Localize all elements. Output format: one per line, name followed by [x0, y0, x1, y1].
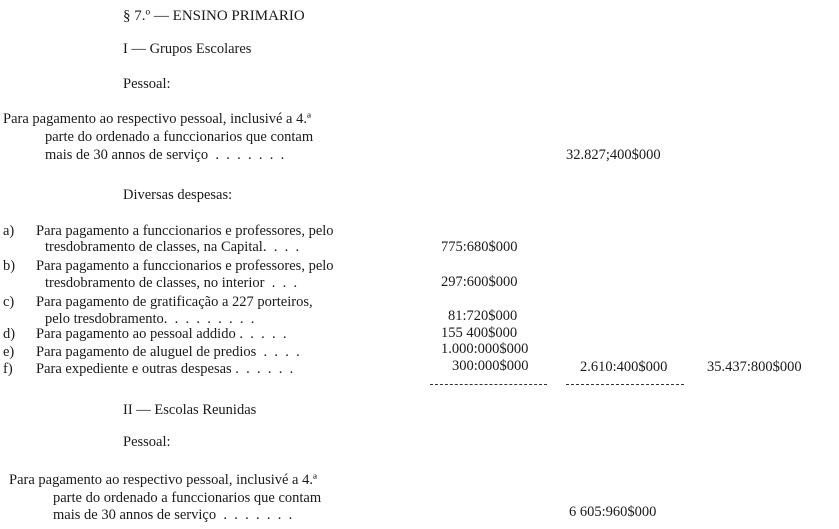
- expense-text: Para pagamento de gratificação a 227 porteiros,: [36, 294, 313, 310]
- expense-letter: d): [3, 326, 16, 342]
- subtotal-rule: [430, 384, 547, 385]
- group-heading: II — Escolas Reunidas: [123, 402, 257, 418]
- group-total: 35.437:800$000: [707, 359, 802, 375]
- expense-text: Para expediente e outras despesas . . . . . .: [36, 361, 294, 377]
- expense-amount: 775:680$000: [441, 239, 518, 255]
- expense-text: Para pagamento a funccionarios e professores, pelo: [36, 223, 334, 239]
- expense-text: pelo tresdobramento. . . . . . . . .: [45, 311, 255, 327]
- staff-item-line: Para pagamento ao respectivo pessoal, inclusivé a 4.ª: [9, 472, 317, 488]
- expense-amount: 155 400$000: [441, 325, 518, 341]
- expenses-subtotal: 2.610:400$000: [580, 359, 668, 375]
- expense-text: tresdobramento de classes, no interior . . .: [45, 275, 298, 291]
- staff-heading: Pessoal:: [123, 76, 171, 92]
- section-title: § 7.º — ENSINO PRIMARIO: [123, 8, 305, 24]
- expense-letter: a): [3, 223, 15, 239]
- expense-text: Para pagamento a funccionarios e professores, pelo: [36, 258, 334, 274]
- staff-heading: Pessoal:: [123, 434, 171, 450]
- expense-text: tresdobramento de classes, na Capital. . . .: [45, 239, 300, 255]
- staff-item-line: Para pagamento ao respectivo pessoal, inclusivé a 4.ª: [3, 111, 311, 127]
- expense-letter: e): [3, 344, 15, 360]
- expense-amount: 297:600$000: [441, 274, 518, 290]
- expense-amount: 81:720$000: [448, 308, 518, 324]
- staff-amount: 6 605:960$000: [569, 504, 657, 520]
- expenses-heading: Diversas despesas:: [123, 187, 233, 203]
- expense-text: Para pagamento ao pessoal addido . . . . .: [36, 326, 287, 342]
- group-heading: I — Grupos Escolares: [123, 41, 252, 57]
- expense-text: Para pagamento de aluguel de predios . . . .: [36, 344, 300, 360]
- expense-amount: 300:000$000: [452, 358, 529, 374]
- expense-letter: c): [3, 294, 15, 310]
- expense-letter: b): [3, 258, 16, 274]
- expense-amount: 1.000:000$000: [441, 341, 529, 357]
- staff-item-line: parte do ordenado a funccionarios que contam: [45, 129, 314, 145]
- staff-item-line: mais de 30 annos de serviço . . . . . . .: [53, 507, 293, 523]
- staff-amount: 32.827;400$000: [566, 147, 661, 163]
- expense-letter: f): [3, 361, 13, 377]
- staff-item-line: mais de 30 annos de serviço . . . . . . .: [45, 147, 285, 163]
- subtotal-rule: [566, 384, 684, 385]
- staff-item-line: parte do ordenado a funccionarios que contam: [53, 490, 322, 506]
